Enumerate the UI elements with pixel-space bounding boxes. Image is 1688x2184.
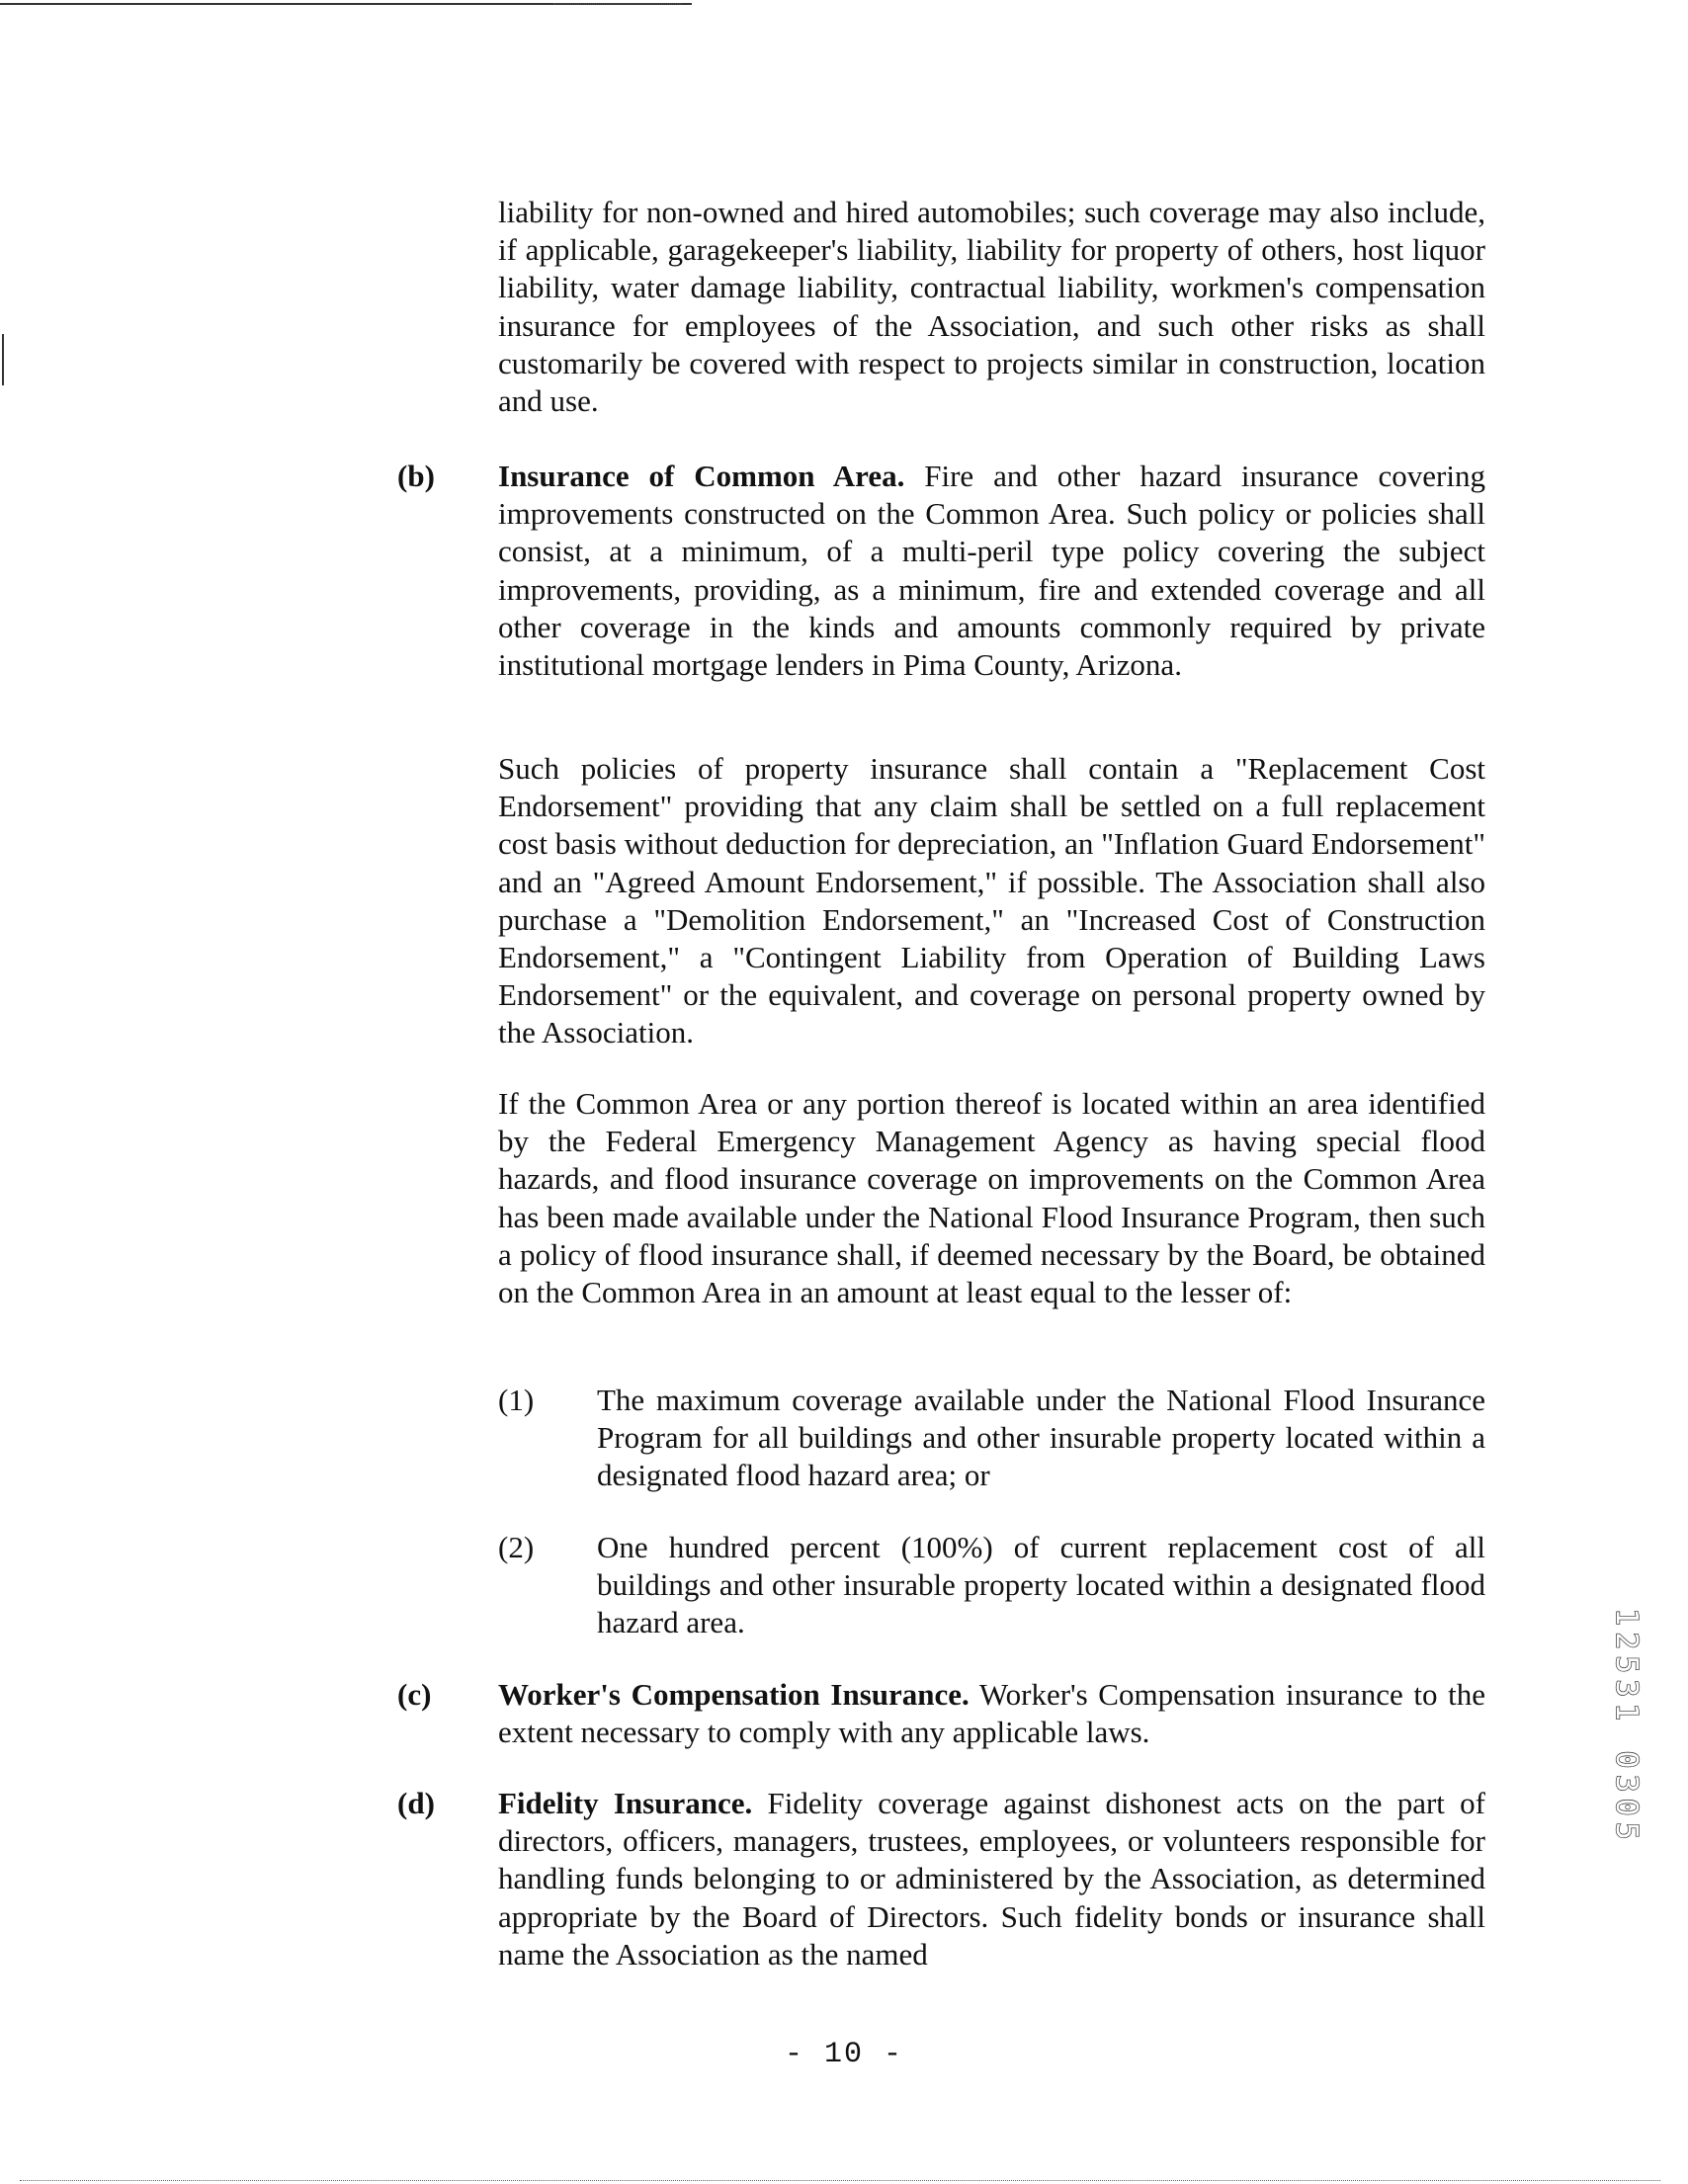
section-b-paragraph [498, 458, 1485, 684]
subitem-label-1: (1) [498, 1383, 535, 1417]
subitem-label-2: (2) [498, 1530, 535, 1564]
docket-stamp-text: 12531 0305 [1608, 1607, 1644, 1846]
section-b-text: Fire and other hazard insurance covering improvements constructed on the Common Area. Such policy or policies shall consist, at a minimum, of a multi-peril type policy covering the subject improvements, providing, as a minimum, fire and extended coverage and all other coverage in the kinds and amounts commonly required by private institutional mortgage lenders in Pima County, Arizona. [498, 459, 1485, 683]
section-label-c: (c) [397, 1677, 432, 1712]
section-d-paragraph [498, 1785, 1485, 1974]
section-d-heading: Fidelity Insurance. [498, 1786, 753, 1820]
section-b-heading: Insurance of Common Area. [498, 459, 905, 493]
section-label-b: (b) [397, 459, 435, 493]
section-d-text: Fidelity coverage against dishonest acts on the part of directors, officers, managers, trustees, employees, or volunteers responsible for handling funds belonging to or administered by the Association, as determined appropriate by the Board of Directors. Such fidelity bonds or insurance shall name the Association as the named [498, 1786, 1485, 1972]
scan-edge-mark-left [2, 334, 4, 385]
continuation-paragraph: liability for non-owned and hired automobiles; such coverage may also include, if applicable, garagekeeper's liability, liability for property of others, host liquor liability, water damage liability, contractual liability, workmen's compensation insurance for employees of the Association, and such other risks as shall customarily be covered with respect to projects similar in construction, location and use. [498, 195, 1485, 419]
section-c-text: Worker's Compensation insurance to the extent necessary to comply with any applicable laws. [498, 1677, 1485, 1750]
page-number: - 10 - [784, 2038, 904, 2071]
section-c-paragraph [498, 1676, 1485, 1751]
subitem-text-1: The maximum coverage available under the National Flood Insurance Program for all buildings and other insurable property located within a designated flood hazard area; or [597, 1383, 1485, 1493]
docket-stamp [1601, 1593, 1650, 1860]
section-c-heading: Worker's Compensation Insurance. [498, 1677, 970, 1712]
section-b-flood-paragraph: If the Common Area or any portion thereof is located within an area identified by the Federal Emergency Management Agency as having special flood hazards, and flood insurance coverage on improvements on the Common Area has been made available under the National Flood Insurance Program, then such a policy of flood insurance shall, if deemed necessary by the Board, be obtained on the Common Area in an amount at least equal to the lesser of: [498, 1086, 1485, 1310]
section-b-endorsements-paragraph: Such policies of property insurance shall contain a "Replacement Cost Endorsement" providing that any claim shall be settled on a full replacement cost basis without deduction for depreciation, an "Inflation Guard Endorsement" and an "Agreed Amount Endorsement," if possible. The Association shall also purchase a "Demolition Endorsement," an "Increased Cost of Construction Endorsement," a "Contingent Liability from Operation of Building Laws Endorsement" or the equivalent, and coverage on personal property owned by the Association. [498, 751, 1485, 1050]
scan-edge-line-bottom [20, 2180, 1660, 2182]
subitem-text-2: One hundred percent (100%) of current replacement cost of all buildings and other insurable property located within a designated flood hazard area. [597, 1530, 1485, 1640]
scan-edge-line-top-dotted [553, 3, 682, 5]
section-label-d: (d) [397, 1786, 435, 1820]
